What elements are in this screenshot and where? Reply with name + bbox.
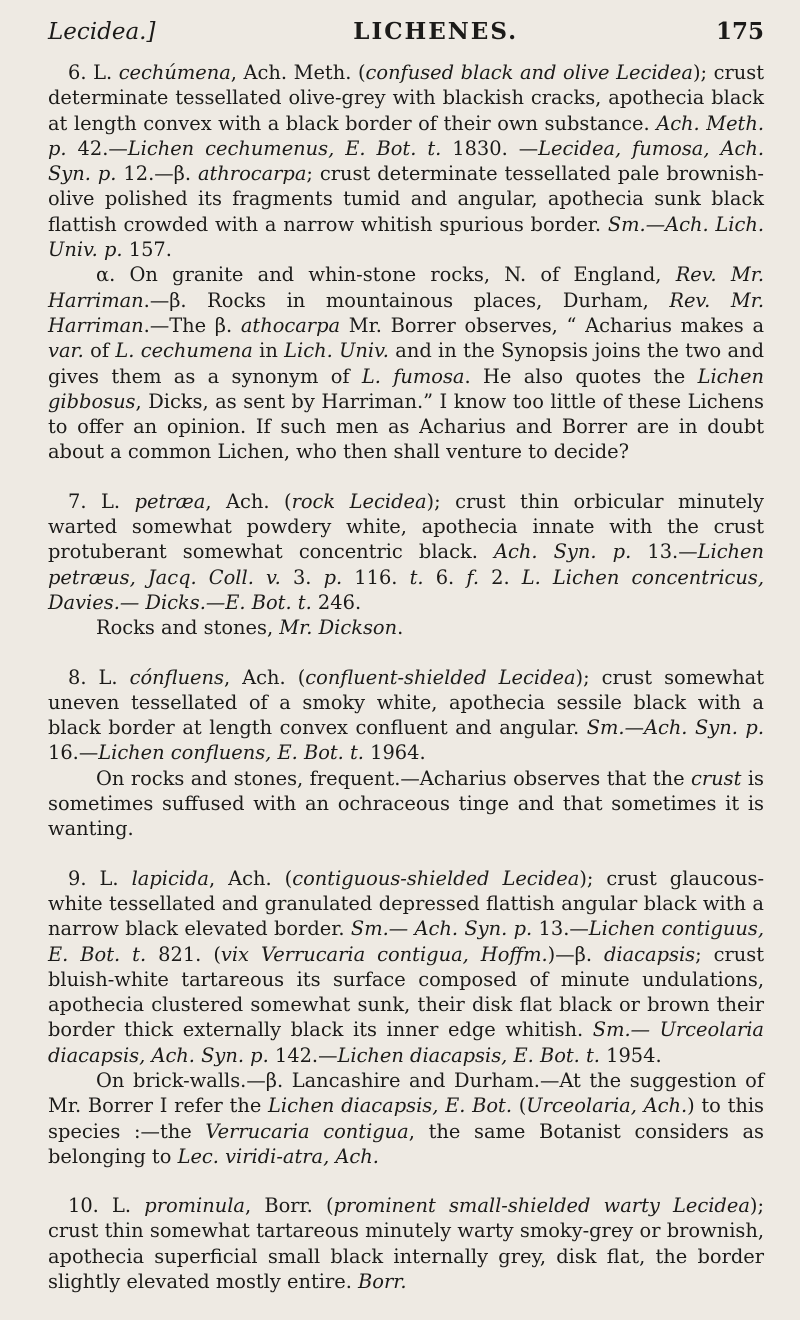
- text-run: cechúmena: [118, 61, 231, 84]
- text-run: 116.: [342, 565, 410, 589]
- text-run: 8. L.: [68, 665, 130, 689]
- running-head-title: LICHENES.: [353, 18, 519, 45]
- text-run: , Borr. (: [244, 1194, 334, 1218]
- text-run: L. Lichen concentricus, Davies.— Dicks.—E. Bot. t.: [48, 565, 765, 614]
- text-run: ); crust determinate tessellated olive-grey with blackish cracks, apothecia black at length convex with a black border of their own substance.: [48, 61, 765, 135]
- text-run: confluent-shielded Lecidea: [305, 665, 576, 689]
- text-run: Verrucaria contigua: [205, 1119, 409, 1143]
- text-run: )—β.: [547, 942, 604, 966]
- text-run: , the same Botanist considers as belonging to: [48, 1119, 764, 1168]
- text-run: . He also quotes the: [464, 364, 698, 388]
- text-run: Rev. Mr. Harriman: [48, 288, 764, 337]
- species-entry: [48, 60, 764, 262]
- text-run: Urceolaria, Ach.: [526, 1094, 688, 1118]
- text-run: .—β. Rocks in mountainous places, Durham,: [143, 288, 670, 312]
- text-run: of: [83, 339, 116, 363]
- text-run: Rocks and stones,: [96, 616, 280, 640]
- text-run: 821. (: [146, 942, 221, 966]
- text-run: 16.—: [48, 741, 99, 765]
- text-run: cónfluens: [129, 665, 224, 689]
- text-run: On rocks and stones, frequent.—Acharius observes that the: [96, 766, 691, 790]
- habitat-note: [48, 262, 764, 464]
- running-header: [48, 18, 764, 54]
- text-run: confused black and olive Lecidea: [365, 61, 693, 84]
- text-run: 6. L.: [68, 61, 119, 84]
- text-run: Mr. Borrer observes, “ Acharius makes a: [340, 313, 765, 337]
- text-run: L. cechumena: [115, 339, 253, 363]
- text-run: ); crust thin orbicular minutely warted somewhat powdery white, apothecia innate with the crust protuberant somewhat concentric black.: [48, 489, 764, 564]
- text-run: , Dicks, as sent by Harriman.” I know too little of these Lichens to offer an opinion. If such men as Acharius and Borrer are in doubt about a common Lichen, who then shall venture to decide?: [48, 389, 764, 464]
- text-run: prominula: [144, 1194, 245, 1218]
- text-run: Lichen diacapsis, E. Bot.: [268, 1094, 513, 1118]
- text-run: α. On granite and whin-stone rocks, N. of England,: [96, 263, 676, 287]
- text-run: 12.—β.: [116, 162, 198, 186]
- running-head-left: Lecidea.]: [48, 19, 156, 45]
- text-run: Rev. Mr. Harriman: [48, 263, 764, 312]
- text-run: ; crust bluish-white tartareous its surface composed of minute undulations, apothecia clustered somewhat sunk, their disk flat black or brown their border thick externally black its inner edge whitish.: [48, 942, 764, 1042]
- text-run: 42.—: [66, 136, 128, 160]
- text-run: Lec. viridi-atra, Ach.: [177, 1144, 379, 1168]
- text-run: Lichen contiguus, E. Bot. t.: [48, 917, 765, 966]
- text-run: p.: [323, 565, 343, 589]
- text-run: 2.: [479, 565, 522, 589]
- text-run: 142.—: [268, 1043, 338, 1067]
- page-number: 175: [715, 18, 764, 45]
- text-run: Lecidea, fumosa, Ach. Syn. p.: [48, 136, 764, 186]
- text-run: , Ach. (: [205, 489, 292, 513]
- text-run: ); crust glaucous-white tessellated and granulated depressed flattish angular black with a narrow black elevated border.: [48, 866, 764, 941]
- text-run: var.: [48, 339, 84, 363]
- habitat-note: [48, 615, 764, 640]
- text-run: 157.: [122, 238, 172, 262]
- text-run: 7. L.: [68, 489, 135, 513]
- text-run: .: [397, 616, 404, 640]
- text-run: Sm.— Urceolaria diacapsis, Ach. Syn. p.: [48, 1018, 764, 1067]
- text-run: athrocarpa: [197, 162, 307, 186]
- text-run: Borr.: [358, 1270, 407, 1294]
- page-body: [48, 60, 764, 1294]
- text-run: 6.: [423, 565, 467, 589]
- text-run: diacapsis: [603, 942, 696, 966]
- species-entry: [48, 489, 764, 615]
- text-run: ); crust thin somewhat tartareous minutely warty smoky-grey or brownish, apothecia superficial small black internally grey, disk flat, the border slightly elevated mostly entire.: [48, 1194, 764, 1294]
- text-run: rock Lecidea: [291, 489, 427, 513]
- text-run: contiguous-shielded Lecidea: [292, 866, 580, 890]
- text-run: 13.—: [631, 540, 698, 564]
- text-run: .—The β.: [143, 313, 241, 337]
- text-run: Lichen confluens, E. Bot. t.: [98, 741, 364, 765]
- text-run: t.: [409, 565, 424, 589]
- text-run: L. fumosa: [361, 364, 465, 388]
- text-run: lapicida: [131, 866, 209, 890]
- text-run: Lich. Univ.: [284, 339, 389, 363]
- habitat-note: [48, 766, 764, 842]
- text-run: vix Verrucaria contigua, Hoffm.: [220, 942, 548, 966]
- text-run: 1830. —: [441, 136, 539, 160]
- species-entry: [48, 1193, 764, 1294]
- text-run: athocarpa: [240, 313, 341, 337]
- text-run: is sometimes suffused with an ochraceous tinge and that sometimes it is wanting.: [48, 766, 764, 841]
- text-run: crust: [691, 766, 742, 790]
- text-run: 246.: [311, 590, 362, 614]
- text-run: ; crust determinate tessellated pale brownish-olive polished its fragments tumid and angular, apothecia sunk black flattish crowded with a narrow whitish spurious border.: [48, 162, 764, 236]
- text-run: 10. L.: [68, 1194, 145, 1218]
- text-run: , Ach. (: [208, 866, 293, 890]
- text-run: , Ach. Meth. (: [230, 61, 366, 84]
- text-run: ) to this species :—the: [48, 1094, 764, 1143]
- text-run: 13.—: [532, 917, 589, 941]
- text-run: Lichen diacapsis, E. Bot. t.: [337, 1043, 600, 1067]
- text-run: 9. L.: [68, 866, 132, 890]
- habitat-note: [48, 1068, 764, 1169]
- text-run: prominent small-shielded warty Lecidea: [333, 1194, 750, 1218]
- text-run: Sm.—Ach. Syn. p.: [586, 716, 764, 740]
- text-run: Mr. Dickson: [279, 616, 398, 640]
- text-run: Sm.—Ach. Lich. Univ. p.: [48, 212, 765, 262]
- text-run: (: [512, 1094, 527, 1118]
- species-entry: [48, 665, 764, 766]
- text-run: and in the Synopsis joins the two and gives them as a synonym of: [48, 339, 764, 388]
- text-run: On brick-walls.—β. Lancashire and Durham.—At the suggestion of Mr. Borrer I refer the: [48, 1068, 764, 1118]
- text-run: Ach. Syn. p.: [494, 540, 632, 564]
- text-run: Lichen gibbosus: [48, 364, 764, 413]
- text-run: f.: [466, 565, 479, 589]
- text-run: petræa: [134, 489, 206, 513]
- text-run: in: [252, 339, 285, 363]
- text-run: 1954.: [599, 1043, 662, 1067]
- text-run: 1964.: [363, 741, 426, 765]
- text-run: , Ach. (: [223, 665, 306, 689]
- text-run: 3.: [280, 565, 324, 589]
- text-run: Sm.— Ach. Syn. p.: [350, 917, 533, 941]
- text-run: Lichen cechumenus, E. Bot. t.: [127, 136, 442, 160]
- species-entry: [48, 866, 764, 1068]
- text-run: ); crust somewhat uneven tessellated of a smoky white, apothecia sessile black with a black border at length convex confluent and angular.: [48, 665, 764, 740]
- text-run: Lichen petræus, Jacq. Coll. v.: [48, 540, 764, 589]
- text-run: Ach. Meth. p.: [48, 111, 764, 160]
